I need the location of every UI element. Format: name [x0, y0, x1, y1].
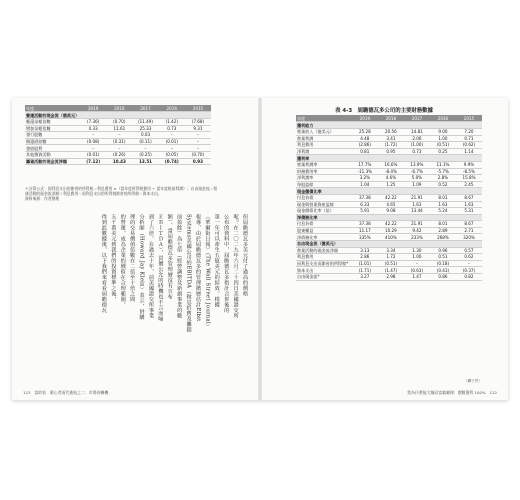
- value-cell: 13.51: [132, 158, 158, 165]
- value-cell: 1.72: [378, 254, 404, 261]
- table-row: [296, 201, 482, 208]
- value-cell: –: [106, 145, 132, 152]
- row-label: 利息費用: [296, 142, 352, 149]
- value-cell: 25.28: [352, 128, 378, 135]
- value-cell: (0.37): [456, 267, 482, 274]
- header-cell: 2019: [80, 105, 106, 112]
- header-cell: 2015: [456, 115, 482, 122]
- value-cell: 4.6%: [378, 175, 404, 182]
- value-cell: 4.65: [378, 201, 404, 208]
- financial-data-table: [296, 115, 482, 281]
- value-cell: (7.36): [80, 118, 106, 125]
- section-row: [296, 122, 482, 129]
- row-label: 資本支出: [296, 267, 352, 274]
- value-cell: 0.93: [185, 158, 211, 165]
- text-column: 得到此數據後，以下我們來看看屆瞻德瓦: [100, 214, 107, 313]
- value-cell: 0.96: [430, 247, 456, 254]
- row-label: 應還呆帳倍數: [25, 118, 80, 125]
- value-cell: (1.00): [404, 142, 430, 149]
- value-cell: 16.6%: [378, 161, 404, 168]
- value-cell: -6.7%: [404, 168, 430, 175]
- table-row: [296, 135, 482, 142]
- section-title: 現金償債比率: [296, 188, 482, 195]
- value-cell: 37.38: [352, 194, 378, 201]
- section-row: [25, 112, 211, 119]
- value-cell: 10.43: [106, 158, 132, 165]
- page-footer-right: 我為什麼能大賺而富翁聯錢：價數獲利 100% 122: [407, 390, 497, 395]
- table-row: [296, 194, 482, 201]
- row-label: 股東權益: [296, 227, 352, 234]
- value-cell: 9.08: [378, 208, 404, 215]
- value-cell: 7.20: [456, 128, 482, 135]
- value-cell: 3.34: [378, 247, 404, 254]
- row-label: 淨利潤率: [296, 175, 352, 182]
- value-cell: 1.47: [404, 274, 430, 281]
- value-cell: –: [185, 138, 211, 145]
- row-label: 每股盈餘: [296, 181, 352, 188]
- value-cell: (0.70): [185, 151, 211, 158]
- value-cell: 10.29: [378, 227, 404, 234]
- text-column: 到了六倍。在過去十年，前美國證交所事業: [147, 214, 154, 319]
- row-label: 其他籌資活動: [25, 151, 80, 158]
- row-label: 營業活動的現金流淨額: [296, 247, 352, 254]
- table-row: [296, 128, 482, 135]
- value-cell: 0.52: [430, 181, 456, 188]
- section-title: 獲利能力: [296, 122, 482, 129]
- value-cell: 5.24: [430, 208, 456, 215]
- table-row: [296, 142, 482, 149]
- value-cell: 11.17: [352, 227, 378, 234]
- text-column: 五千萬美元到我們的投資標準之後，: [110, 214, 117, 302]
- value-cell: 9.9%: [456, 161, 482, 168]
- section-row: [296, 214, 482, 221]
- table-row: [296, 181, 482, 188]
- section-row: [296, 155, 482, 162]
- footnote-formula: ＊計算公式：固利息支出的節省的所得稅＝利息費用 ×（當年度所得稅費用 ÷ 當年度稅前利潤）；自由現金流＝營運活動的現金流淨額＋利息費用－固利息支出的所得稅節省的所得稅－資本支出。: [25, 186, 218, 197]
- value-cell: 0.86: [430, 274, 456, 281]
- section-title: 獲利率: [296, 155, 482, 162]
- value-cell: -11.3%: [352, 168, 378, 175]
- value-cell: 13.44: [404, 208, 430, 215]
- header-cell: 年度: [296, 115, 352, 122]
- value-cell: 17.7%: [352, 161, 378, 168]
- row-label: 發行股數: [25, 132, 80, 139]
- value-cell: (2.86): [352, 142, 378, 149]
- table-footnote: [25, 186, 221, 202]
- value-cell: (0.74): [159, 158, 185, 165]
- value-cell: 1.14: [456, 148, 482, 155]
- right-page: [260, 98, 508, 400]
- text-column: Systems美國公司的EBITDA（稅息折舊及攤銷: [185, 214, 192, 333]
- table-row: [296, 267, 482, 274]
- row-label: 付息負債: [296, 221, 352, 228]
- left-page: [12, 98, 260, 400]
- row-label: 付息負債: [296, 194, 352, 201]
- table-row: [296, 227, 482, 234]
- value-cell: 0.25: [430, 148, 456, 155]
- header-cell: 2017: [132, 105, 158, 112]
- table-row: [296, 260, 482, 267]
- text-column: 理的交易價值倍數在二倍至十倍之間: [129, 214, 136, 302]
- value-cell: 0.03: [132, 132, 158, 139]
- header-cell: 2018: [106, 105, 132, 112]
- value-cell: (1.72): [378, 142, 404, 149]
- value-cell: 410%: [378, 234, 404, 241]
- value-cell: 13.9%: [404, 161, 430, 168]
- value-cell: 3.2%: [352, 175, 378, 182]
- value-cell: 1.25: [378, 181, 404, 188]
- text-column: 但屆瞻德瓦多美元付了過高的價格: [242, 214, 248, 297]
- text-column: 公布的資料中，屆瞻德瓦多指計合併後的: [223, 214, 230, 313]
- row-label: 利息費用: [296, 254, 352, 261]
- value-cell: -8.5%: [456, 168, 482, 175]
- text-column: 《華爾街日報》（The Wall Street Journal）: [204, 214, 211, 330]
- section-row: [296, 241, 482, 248]
- value-cell: 14.81: [404, 128, 430, 135]
- value-cell: (0.51): [430, 142, 456, 149]
- value-cell: 0.95: [378, 148, 404, 155]
- value-cell: (0.11): [132, 138, 158, 145]
- table-row: [25, 132, 211, 139]
- section-title: 營運活動的現金流（億美元）: [25, 112, 211, 119]
- header-cell: 2015: [185, 105, 211, 112]
- value-cell: –: [159, 132, 185, 139]
- value-cell: 2.98: [378, 274, 404, 281]
- row-label: 增加呆帳倍數: [25, 125, 80, 132]
- value-cell: 9.31: [185, 125, 211, 132]
- value-cell: –: [456, 260, 482, 267]
- row-label: 自由現金流*: [296, 274, 352, 281]
- value-cell: 1.00: [404, 254, 430, 261]
- value-cell: 1.00: [430, 135, 456, 142]
- value-cell: 335%: [352, 234, 378, 241]
- value-cell: 9.00: [430, 128, 456, 135]
- table-row: [25, 138, 211, 145]
- value-cell: (0.18): [430, 260, 456, 267]
- value-cell: 2.45: [456, 181, 482, 188]
- value-cell: (0.51): [378, 260, 404, 267]
- value-cell: 2.71: [456, 227, 482, 234]
- value-cell: (0.43): [430, 267, 456, 274]
- value-cell: 20.56: [378, 128, 404, 135]
- text-column: 報導，由於屆瞻德瓦多的管理階層估計Elbit: [194, 214, 201, 322]
- row-label: 因利息支出而節省的所得稅*: [296, 260, 352, 267]
- value-cell: (1.47): [378, 267, 404, 274]
- value-cell: (11.49): [132, 118, 158, 125]
- row-label: 償還借款數: [25, 138, 80, 145]
- row-label: 現金償債比率（倍）: [296, 208, 352, 215]
- value-cell: –: [185, 145, 211, 152]
- cash-flow-table: [25, 105, 211, 165]
- text-column: 額），當屆瞻德瓦多管理層沒有宣布: [166, 214, 173, 300]
- value-cell: 1.63: [404, 201, 430, 208]
- value-cell: 8.01: [430, 221, 456, 228]
- value-cell: 3.41: [378, 135, 404, 142]
- value-cell: 0.81: [352, 148, 378, 155]
- table-row: [296, 254, 482, 261]
- value-cell: 2.06: [404, 135, 430, 142]
- value-cell: –: [404, 260, 430, 267]
- value-cell: 8.01: [430, 194, 456, 201]
- value-cell: 9.42: [404, 227, 430, 234]
- value-cell: (7.68): [185, 118, 211, 125]
- row-label: 淨利潤: [296, 148, 352, 155]
- value-cell: 42.22: [378, 221, 404, 228]
- value-cell: 2.89: [430, 227, 456, 234]
- header-cell: 2019: [352, 115, 378, 122]
- table-row: [25, 145, 211, 152]
- row-label: 現金與營業資產盈餘: [296, 201, 352, 208]
- value-cell: 11.1%: [430, 161, 456, 168]
- row-label: 營業收入（億美元）: [296, 128, 352, 135]
- value-cell: (0.25): [132, 151, 158, 158]
- text-column: 第一年可以產生五億美元的綜效，根據: [213, 214, 220, 308]
- table-row: [296, 208, 482, 215]
- value-cell: (1.42): [159, 118, 185, 125]
- value-cell: 5.0%: [404, 175, 430, 182]
- value-cell: 233%: [404, 234, 430, 241]
- value-cell: (0.08): [80, 138, 106, 145]
- value-cell: 42.22: [378, 194, 404, 201]
- value-cell: -5.7%: [430, 168, 456, 175]
- value-cell: 0.82: [456, 274, 482, 281]
- row-label: 營業利潤率: [296, 161, 352, 168]
- table-row: [25, 125, 211, 132]
- section-row: [296, 188, 482, 195]
- value-cell: 268%: [430, 234, 456, 241]
- value-cell: 0.73: [159, 125, 185, 132]
- text-column: ＥＢＩＴＤＡ），買價公允的時機也不言而喻: [157, 214, 164, 322]
- value-cell: –: [132, 145, 158, 152]
- section-title: 淨債務比率: [296, 214, 482, 221]
- value-cell: 21.91: [404, 194, 430, 201]
- value-cell: 1.63: [430, 201, 456, 208]
- header-cell: 2018: [378, 115, 404, 122]
- page-footer-left: 123 富的家 繁心者兩代進航之二：市場的轉機: [23, 390, 109, 395]
- value-cell: 0.33: [80, 125, 106, 132]
- table-row: [296, 161, 482, 168]
- row-label: 淨債務比率: [296, 234, 352, 241]
- value-cell: –: [159, 145, 185, 152]
- header-cell: 年度: [25, 105, 80, 112]
- row-label: 營業利潤: [296, 135, 352, 142]
- section-title: 自由現金流（億美元）: [296, 241, 482, 248]
- value-cell: (0.26): [106, 151, 132, 158]
- value-cell: 1.09: [404, 181, 430, 188]
- table-row: [296, 221, 482, 228]
- value-cell: 25.33: [132, 125, 158, 132]
- table-row: [25, 151, 211, 158]
- value-cell: (7.12): [80, 158, 106, 165]
- value-cell: (0.62): [456, 142, 482, 149]
- value-cell: 5.91: [352, 208, 378, 215]
- value-cell: 0.51: [430, 254, 456, 261]
- value-cell: (1.01): [352, 260, 378, 267]
- value-cell: 1.30: [404, 247, 430, 254]
- value-cell: (0.01): [159, 138, 185, 145]
- book-spread: [12, 98, 508, 400]
- table-row: [296, 247, 482, 254]
- value-cell: –: [80, 132, 106, 139]
- value-cell: 5.31: [456, 208, 482, 215]
- value-cell: (0.01): [80, 151, 106, 158]
- value-cell: –: [106, 132, 132, 139]
- header-cell: 2017: [404, 115, 430, 122]
- value-cell: 4.48: [352, 135, 378, 142]
- value-cell: 2.8%: [430, 175, 456, 182]
- table-row: [296, 175, 482, 182]
- value-cell: 37.38: [352, 221, 378, 228]
- row-label: 發放股利: [25, 145, 80, 152]
- table-header-row: [296, 115, 482, 122]
- table-title: 表 4-3 屆瞻德瓦多公司的主要財務數據: [335, 108, 433, 114]
- table-row: [296, 234, 482, 241]
- value-cell: (0.31): [106, 138, 132, 145]
- row-label: 財務費用率: [296, 168, 352, 175]
- value-cell: 0.62: [456, 254, 482, 261]
- text-column: 的營運，成為企業的價值在合理範圍，: [119, 214, 126, 308]
- header-cell: 2016: [159, 105, 185, 112]
- table-row: [25, 118, 211, 125]
- value-cell: 2.86: [352, 254, 378, 261]
- value-cell: 21.91: [404, 221, 430, 228]
- value-cell: (0.63): [404, 267, 430, 274]
- value-cell: 3.13: [352, 247, 378, 254]
- value-cell: –: [80, 145, 106, 152]
- text-column: 前盈餘）為七倍（經營調整及新創事業的數: [176, 214, 183, 319]
- table-header-row: [25, 105, 211, 112]
- continued-note: （轉下頁）: [464, 379, 482, 383]
- table-row: [296, 168, 482, 175]
- value-cell: –: [185, 132, 211, 139]
- table-row: [296, 148, 482, 155]
- text-column: 分析師（Howard Jay Klein）表示，併購: [138, 214, 145, 320]
- value-cell: 0.73: [404, 148, 430, 155]
- value-cell: 15.8%: [456, 175, 482, 182]
- footnote-source: 資料來源：作者整理: [25, 196, 60, 202]
- value-cell: (1.71): [352, 267, 378, 274]
- value-cell: -8.4%: [378, 168, 404, 175]
- value-cell: (0.70): [106, 118, 132, 125]
- header-cell: 2016: [430, 115, 456, 122]
- value-cell: 8.67: [456, 194, 482, 201]
- body-text: [99, 214, 250, 380]
- value-cell: 6.33: [352, 201, 378, 208]
- table-row: [25, 158, 211, 165]
- value-cell: 320%: [456, 234, 482, 241]
- value-cell: 0.57: [456, 247, 482, 254]
- value-cell: 1.63: [456, 201, 482, 208]
- text-column: 呢？在二〇二九年六月二十四日美國證交所: [232, 214, 239, 319]
- value-cell: 1.04: [352, 181, 378, 188]
- row-label: 籌資活動的現金流淨額: [25, 158, 80, 165]
- value-cell: (0.05): [159, 151, 185, 158]
- table-row: [296, 274, 482, 281]
- value-cell: 11.61: [106, 125, 132, 132]
- value-cell: 3.27: [352, 274, 378, 281]
- value-cell: 0.71: [456, 135, 482, 142]
- value-cell: 8.67: [456, 221, 482, 228]
